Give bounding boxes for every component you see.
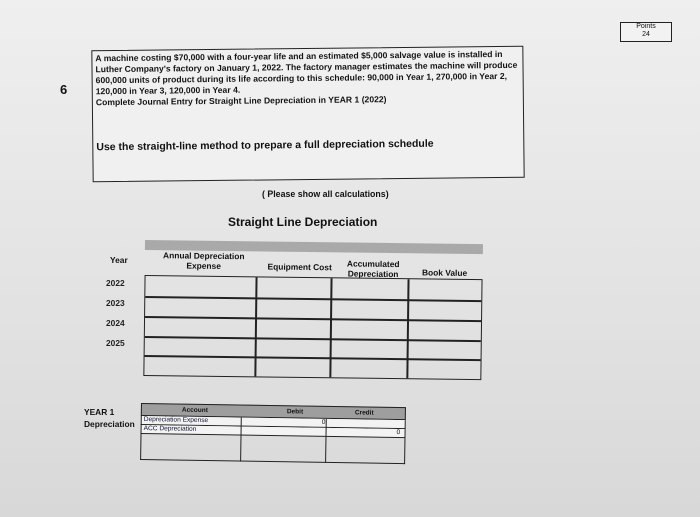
year-column-header: Year xyxy=(110,255,128,265)
year-label: 2025 xyxy=(106,338,125,348)
points-box xyxy=(620,22,672,42)
points-value: 24 xyxy=(642,31,650,38)
depreciation-schedule xyxy=(143,240,483,384)
journal-side-label xyxy=(84,406,135,430)
grid-line xyxy=(145,296,481,302)
journal-entry-table xyxy=(140,403,406,467)
grid-line xyxy=(406,279,409,378)
schedule-title: Straight Line Depreciation xyxy=(228,215,378,229)
problem-text xyxy=(95,49,521,108)
grid-line xyxy=(145,316,481,322)
column-header: Book Value xyxy=(421,267,468,278)
schedule-grid xyxy=(143,275,482,380)
credit-cell[interactable]: 0 xyxy=(396,429,401,437)
journal-year-label: YEAR 1 xyxy=(84,407,115,417)
calculation-note: ( Please show all calculations) xyxy=(262,189,389,199)
instruction-text: Use the straight-line method to prepare a full depreciation schedule xyxy=(96,137,434,154)
journal-row xyxy=(140,434,405,464)
problem-statement: A machine costing $70,000 with a four-year life and an estimated $5,000 salvage value is installed in Luther Company's factory on January 1, 2022. The factory manager estimates the machine will produce 600,000 units of product during its life according to this schedule: 90,000 in Year 1, 270,000 in Year 2, 120,000 in Year 3, 120,000 in Year 4. xyxy=(95,48,518,97)
grid-line xyxy=(254,277,257,376)
column-header: Equipment Cost xyxy=(267,261,332,273)
year-label: 2024 xyxy=(106,318,125,328)
credit-header: Credit xyxy=(354,409,374,417)
problem-subtext: Complete Journal Entry for Straight Line Depreciation in YEAR 1 (2022) xyxy=(95,94,387,108)
grid-line xyxy=(145,336,481,342)
grid-line xyxy=(329,278,332,377)
account-cell[interactable]: ACC Depreciation xyxy=(143,425,197,433)
problem-box xyxy=(91,46,524,183)
grid-line xyxy=(145,355,481,361)
column-header: Annual Depreciation Expense xyxy=(163,250,245,271)
column-header: Accumulated Depreciation xyxy=(346,258,400,280)
question-number: 6 xyxy=(60,82,68,97)
points-label: Points xyxy=(636,23,656,30)
year-label: 2023 xyxy=(106,298,125,308)
journal-type-label: Depreciation xyxy=(84,419,135,429)
debit-cell[interactable]: 0 xyxy=(321,418,326,426)
debit-header: Debit xyxy=(286,408,304,416)
year-label: 2022 xyxy=(106,278,125,288)
account-header: Account xyxy=(181,406,208,415)
account-cell[interactable]: Depreciation Expense xyxy=(143,416,209,425)
